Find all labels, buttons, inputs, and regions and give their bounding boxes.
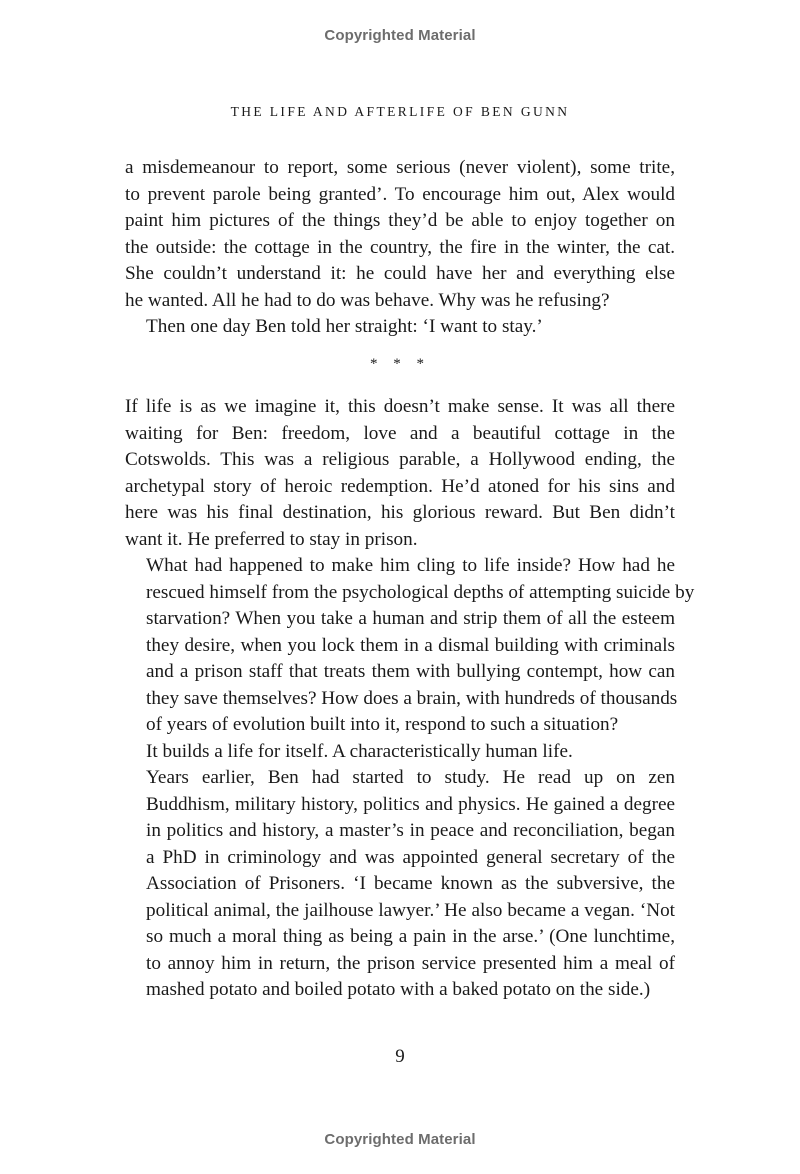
copyright-watermark-bottom: Copyrighted Material — [324, 1131, 476, 1148]
paragraph — [125, 553, 695, 739]
paragraph — [125, 155, 675, 314]
text-line: they desire, when you lock them in a dismal building with criminals — [146, 634, 675, 656]
body-text-section-2 — [125, 394, 695, 1004]
text-line: Buddhism, military history, politics and physics. He gained a degree — [146, 793, 675, 815]
text-line: Cotswolds. This was a religious parable, a Hollywood ending, the — [125, 449, 675, 470]
text-line: Association of Prisoners. ‘I became known as the subversive, the — [146, 873, 675, 894]
text-line: and a prison staff that treats them with bullying contempt, how can — [146, 661, 675, 682]
text-line: rescued himself from the psychological depths of attempting suicide by — [146, 581, 695, 603]
text-line: If life is as we imagine it, this doesn’t make sense. It was all there — [125, 396, 675, 417]
text-line: to annoy him in return, the prison service presented him a meal of — [146, 952, 675, 974]
text-line: She couldn’t understand it: he could have her and everything else — [125, 263, 675, 284]
body-text-section-1 — [125, 155, 675, 341]
text-line: so much a moral thing as being a pain in the arse.’ (One lunchtime, — [146, 926, 675, 947]
text-line: in politics and history, a master’s in peace and reconciliation, began — [146, 820, 675, 841]
text-line: What had happened to make him cling to life inside? How had he — [146, 555, 675, 576]
paragraph — [125, 394, 675, 553]
scene-break: * * * — [370, 356, 430, 372]
running-head: THE LIFE AND AFTERLIFE OF BEN GUNN — [230, 104, 570, 119]
text-line: to prevent parole being granted’. To encourage him out, Alex would — [125, 183, 675, 205]
text-line: they save themselves? How does a brain, with hundreds of thousands — [146, 687, 678, 709]
text-line: want it. He preferred to stay in prison. — [125, 528, 418, 550]
page-number: 9 — [395, 1046, 405, 1067]
text-line: he wanted. All he had to do was behave. Why was he refusing? — [125, 289, 610, 311]
text-line: political animal, the jailhouse lawyer.’ He also became a vegan. ‘Not — [146, 899, 675, 921]
text-line: starvation? When you take a human and strip them of all the esteem — [146, 608, 675, 629]
text-line: of years of evolution built into it, respond to such a situation? — [146, 714, 619, 735]
text-line: a misdemeanour to report, some serious (never violent), some trite, — [125, 157, 675, 178]
text-line: archetypal story of heroic redemption. He’d atoned for his sins and — [125, 475, 675, 497]
paragraph: Then one day Ben told her straight: ‘I want to stay.’ — [146, 316, 543, 337]
paragraph — [125, 765, 675, 1004]
copyright-watermark-top: Copyrighted Material — [324, 27, 476, 44]
text-line: waiting for Ben: freedom, love and a beautiful cottage in the — [125, 422, 675, 444]
text-line: mashed potato and boiled potato with a baked potato on the side.) — [146, 979, 651, 1000]
text-line: Years earlier, Ben had started to study. He read up on zen — [146, 767, 675, 788]
text-line: the outside: the cottage in the country, the fire in the winter, the cat. — [125, 236, 675, 258]
text-line: paint him pictures of the things they’d be able to enjoy together on — [125, 210, 675, 231]
paragraph: It builds a life for itself. A characteristically human life. — [146, 740, 573, 762]
text-line: a PhD in criminology and was appointed general secretary of the — [146, 846, 675, 868]
text-line: here was his final destination, his glorious reward. But Ben didn’t — [125, 502, 675, 523]
